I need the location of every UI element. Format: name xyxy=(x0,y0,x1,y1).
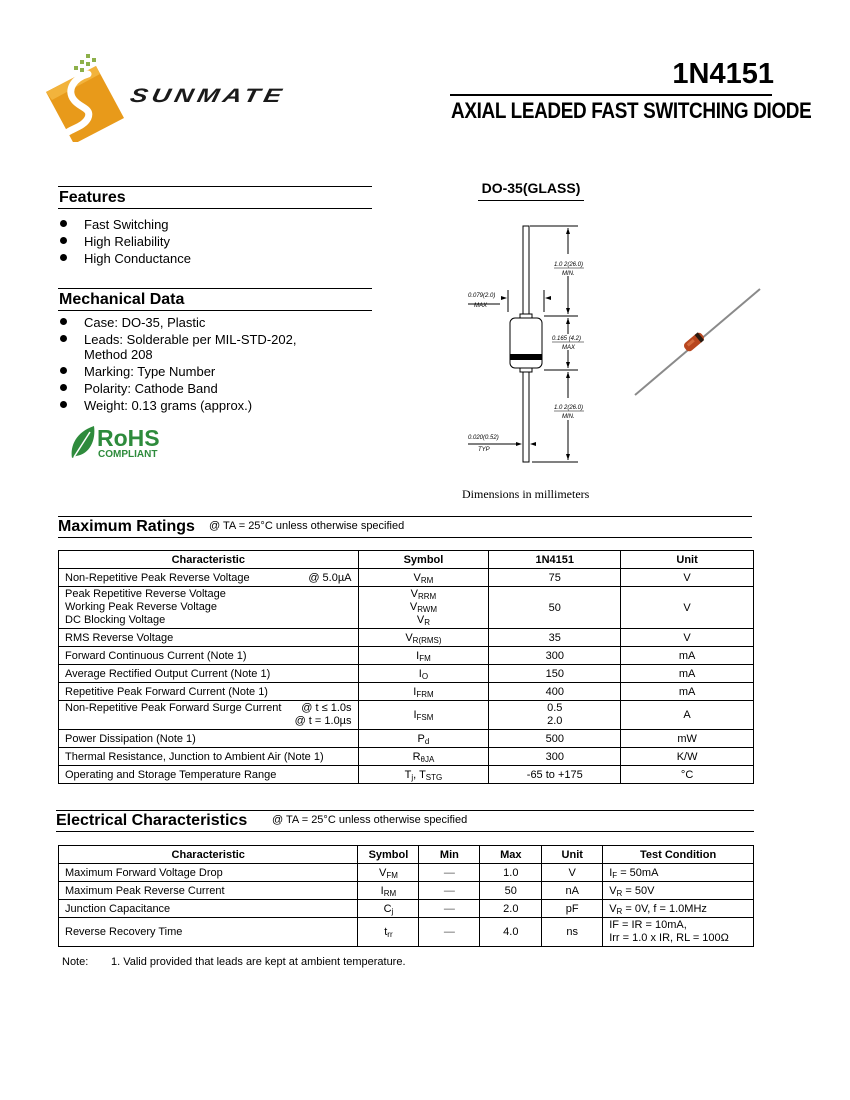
document-subtitle: AXIAL LEADED FAST SWITCHING DIODE xyxy=(451,98,812,123)
dim-lead-dia-note: TYP xyxy=(478,447,490,453)
bullet-icon xyxy=(60,254,67,261)
col-unit: Unit xyxy=(621,551,754,569)
list-item: High Reliability xyxy=(58,234,191,249)
title-divider xyxy=(450,94,772,96)
features-list xyxy=(58,217,191,268)
table-header-row xyxy=(59,846,754,864)
table-header-row xyxy=(59,551,754,569)
dimensions-caption: Dimensions in millimeters xyxy=(462,487,590,501)
dim-lead-bottom: 1.0 2(26.0) xyxy=(554,405,584,411)
table-row: Junction Capacitance $C_j$ — 2.0 pF $V_R = 0V$, f = 1.0MHz xyxy=(59,900,754,918)
electrical-condition: @ TA = 25°C unless otherwise specified xyxy=(272,814,468,826)
col-characteristic: Characteristic xyxy=(59,551,359,569)
list-item: Marking: Type Number xyxy=(58,364,296,379)
col-max: Max xyxy=(480,846,542,864)
col-characteristic: Characteristic xyxy=(59,846,358,864)
top-lead xyxy=(523,226,529,314)
table-row: Average Rectified Output Current (Note 1) $I_O$ 150 mA xyxy=(59,665,754,683)
features-heading: Features xyxy=(58,186,372,209)
dim-body-len: 0.165 (4.2) xyxy=(552,336,582,342)
table-row: Power Dissipation (Note 1) $P_d$ 500 mW xyxy=(59,730,754,748)
bullet-icon xyxy=(60,401,67,408)
list-item: Weight: 0.13 grams (approx.) xyxy=(58,398,296,413)
rohs-label: RoHS xyxy=(97,425,160,451)
max-ratings-heading: Maximum Ratings @ TA = 25°C unless otherwise specified xyxy=(58,516,752,538)
mechanical-list xyxy=(58,315,296,415)
table-row: Reverse Recovery Time $t_{rr}$ — 4.0 ns IF = IR = 10mA, Irr = 1.0 x IR, RL = 100Ω xyxy=(59,918,754,947)
electrical-heading: Electrical Characteristics @ TA = 25°C unless otherwise specified xyxy=(56,810,754,832)
table-row: Repetitive Peak Forward Current (Note 1) $I_{FRM}$ 400 mA xyxy=(59,683,754,701)
col-min: Min xyxy=(419,846,480,864)
leaf-icon xyxy=(72,426,95,458)
col-value: 1N4151 xyxy=(489,551,621,569)
table-row: RMS Reverse Voltage $V_{R(RMS)}$ 35 V xyxy=(59,629,754,647)
col-symbol: Symbol xyxy=(358,846,419,864)
list-item: Case: DO-35, Plastic xyxy=(58,315,296,330)
dim-body-dia: 0.079(2.0) xyxy=(468,293,496,299)
package-title: DO-35(GLASS) xyxy=(478,180,584,201)
col-symbol: Symbol xyxy=(358,551,489,569)
list-item: Fast Switching xyxy=(58,217,191,232)
dim-lead-top: 1.0 2(26.0) xyxy=(554,262,584,268)
col-test-condition: Test Condition xyxy=(603,846,754,864)
dim-lead-bottom-note: MIN. xyxy=(562,414,575,420)
rohs-compliant-badge xyxy=(68,424,178,460)
bullet-icon xyxy=(60,335,67,342)
table-row: Non-Repetitive Peak Reverse Voltage @ 5.0µA $V_{RM}$ 75 V xyxy=(59,569,754,587)
diode-body xyxy=(510,318,542,368)
bullet-icon xyxy=(60,237,67,244)
table-row: Non-Repetitive Peak Forward Surge Current @ t ≤ 1.0s @ t = 1.0µs $I_{FSM}$ 0.5 2.0 A xyxy=(59,701,754,730)
dim-body-dia-note: MAX xyxy=(474,303,488,309)
table-row: Maximum Peak Reverse Current $I_{RM}$ — 50 nA $V_R = 50V$ xyxy=(59,882,754,900)
dim-body-len-note: MAX xyxy=(562,345,576,351)
table-row: Operating and Storage Temperature Range $T_j$, $T_{STG}$ -65 to +175 °C xyxy=(59,766,754,784)
brand-name: SUNMATE xyxy=(128,84,288,107)
package-dimension-drawing xyxy=(460,222,600,467)
mechanical-heading: Mechanical Data xyxy=(58,288,372,311)
table-row: Thermal Resistance, Junction to Ambient Air (Note 1) $R_{\theta JA}$ 300 K/W xyxy=(59,748,754,766)
diode-photo xyxy=(630,285,765,400)
max-ratings-table xyxy=(58,550,754,784)
list-item: Leads: Solderable per MIL-STD-202, Method 208 xyxy=(58,332,296,362)
max-ratings-condition: @ TA = 25°C unless otherwise specified xyxy=(209,520,405,532)
list-item: Polarity: Cathode Band xyxy=(58,381,296,396)
list-item: High Conductance xyxy=(58,251,191,266)
dim-lead-top-note: MIN. xyxy=(562,271,575,277)
bullet-icon xyxy=(60,384,67,391)
electrical-table xyxy=(58,845,754,947)
bullet-icon xyxy=(60,367,67,374)
footnote: Note: 1. Valid provided that leads are kept at ambient temperature. xyxy=(62,956,406,968)
part-number: 1N4151 xyxy=(672,58,774,90)
bullet-icon xyxy=(60,318,67,325)
logo-mark-icon xyxy=(46,54,124,142)
bullet-icon xyxy=(60,220,67,227)
table-row: Peak Repetitive Reverse Voltage Working Peak Reverse Voltage DC Blocking Voltage $V_{RRM}$ $V_{RWM}$ $V_R$ 50 V xyxy=(59,587,754,629)
bottom-lead xyxy=(523,372,529,462)
cathode-band xyxy=(510,354,542,360)
table-row: Forward Continuous Current (Note 1) $I_{FM}$ 300 mA xyxy=(59,647,754,665)
dim-lead-dia: 0.020(0.52) xyxy=(468,435,499,441)
rohs-compliant-label: COMPLIANT xyxy=(98,449,158,460)
table-row: Maximum Forward Voltage Drop $V_{FM}$ — 1.0 V $I_F = 50mA$ xyxy=(59,864,754,882)
col-unit: Unit xyxy=(542,846,603,864)
